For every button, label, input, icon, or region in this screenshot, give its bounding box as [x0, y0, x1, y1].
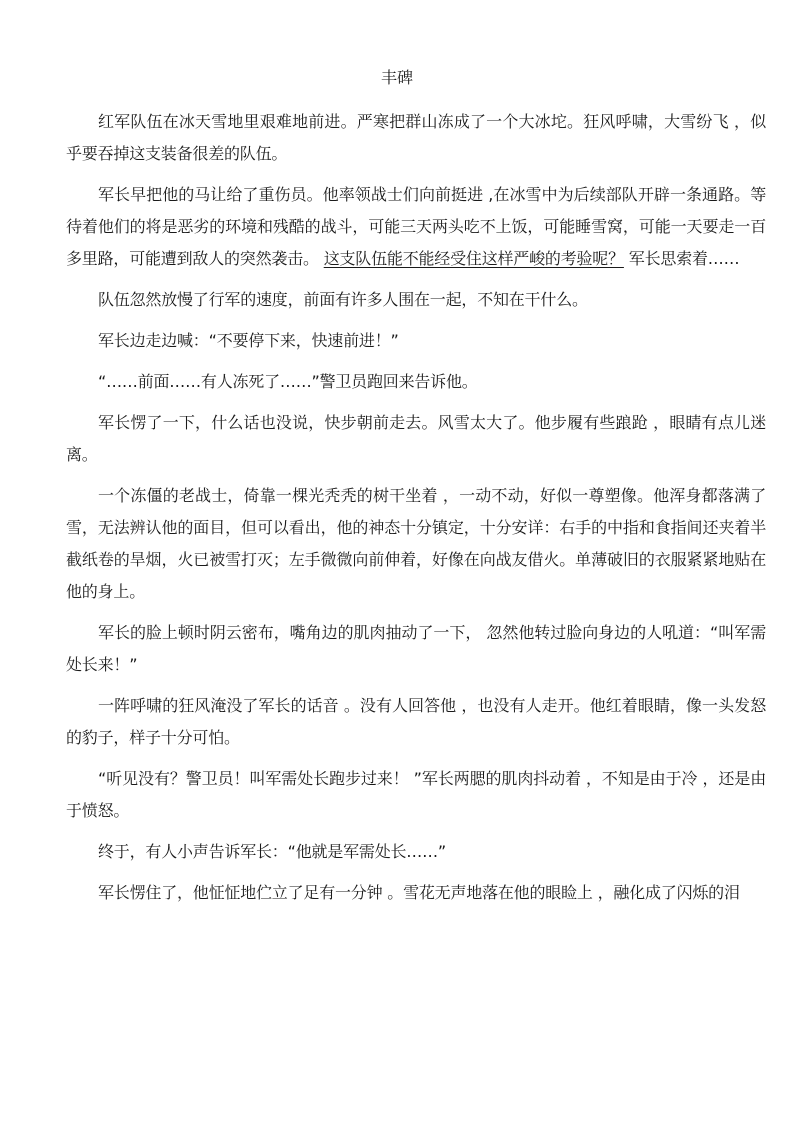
- paragraph-5: “……前面……有人冻死了……”警卫员跑回来告诉他。: [98, 372, 478, 391]
- paragraph-2-text: 军长早把他的马让给了重伤员。他率领战士们向前挺进 ,在冰雪中为后续部队开辟一条通路。等待着他们的将是恶劣的环境和残酷的战斗，可能三天两头吃不上饭，可能睡雪窝，可能一天要走一百多里路，可能遭到敌人的突然袭击。: [66, 185, 766, 268]
- paragraph-12: 军长愣住了，他怔怔地伫立了足有一分钟 。雪花无声地落在他的眼睑上 ，融化成了闪烁的泪: [98, 883, 740, 902]
- paragraph-9: 一阵呼啸的狂风淹没了军长的话音 。没有人回答他 ，也没有人走开。他红着眼睛，像一头发怒的豹子，样子十分可怕。: [66, 696, 766, 747]
- paragraph-8: 军长的脸上顿时阴云密布，嘴角边的肌肉抽动了一下， 忽然他转过脸向身边的人吼道：“叫军需处长来！”: [66, 623, 766, 674]
- document-body: [66, 106, 766, 918]
- paragraph-11: 终于，有人小声告诉军长：“他就是军需处长……”: [98, 842, 446, 861]
- paragraph-7: 一个冻僵的老战士，倚靠一棵光秃秃的树干坐着 ，一动不动，好似一尊塑像。他浑身都落满了雪，无法辨认他的面目，但可以看出，他的神态十分镇定，十分安详：右手的中指和食指间还夹着半截纸卷的旱烟，火已被雪打灭；左手微微向前伸着，好像在向战友借火。单薄破旧的衣服紧紧地贴在他的身上。: [66, 486, 766, 601]
- paragraph-4: 军长边走边喊：“不要停下来，快速前进！”: [98, 331, 399, 350]
- document-title: 丰碑: [380, 68, 413, 87]
- underlined-question: 这支队伍能不能经受住这样严峻的考验呢？: [323, 249, 624, 268]
- paragraph-10: “听见没有？警卫员！叫军需处长跑步过来！ ”军长两腮的肌肉抖动着 ，不知是由于冷 ，还是由于愤怒。: [66, 769, 766, 820]
- paragraph-6: 军长愣了一下，什么话也没说，快步朝前走去。风雪太大了。他步履有些踉跄 ，眼睛有点儿迷离。: [66, 413, 766, 464]
- paragraph-2: [66, 179, 766, 275]
- paragraph-2-tail: 军长思索着……: [623, 249, 740, 268]
- paragraph-3: 队伍忽然放慢了行军的速度，前面有许多人围在一起，不知在干什么。: [98, 290, 588, 309]
- paragraph-1: 红军队伍在冰天雪地里艰难地前进。严寒把群山冻成了一个大冰坨。狂风呼啸，大雪纷飞 ，似乎要吞掉这支装备很差的队伍。: [66, 112, 766, 163]
